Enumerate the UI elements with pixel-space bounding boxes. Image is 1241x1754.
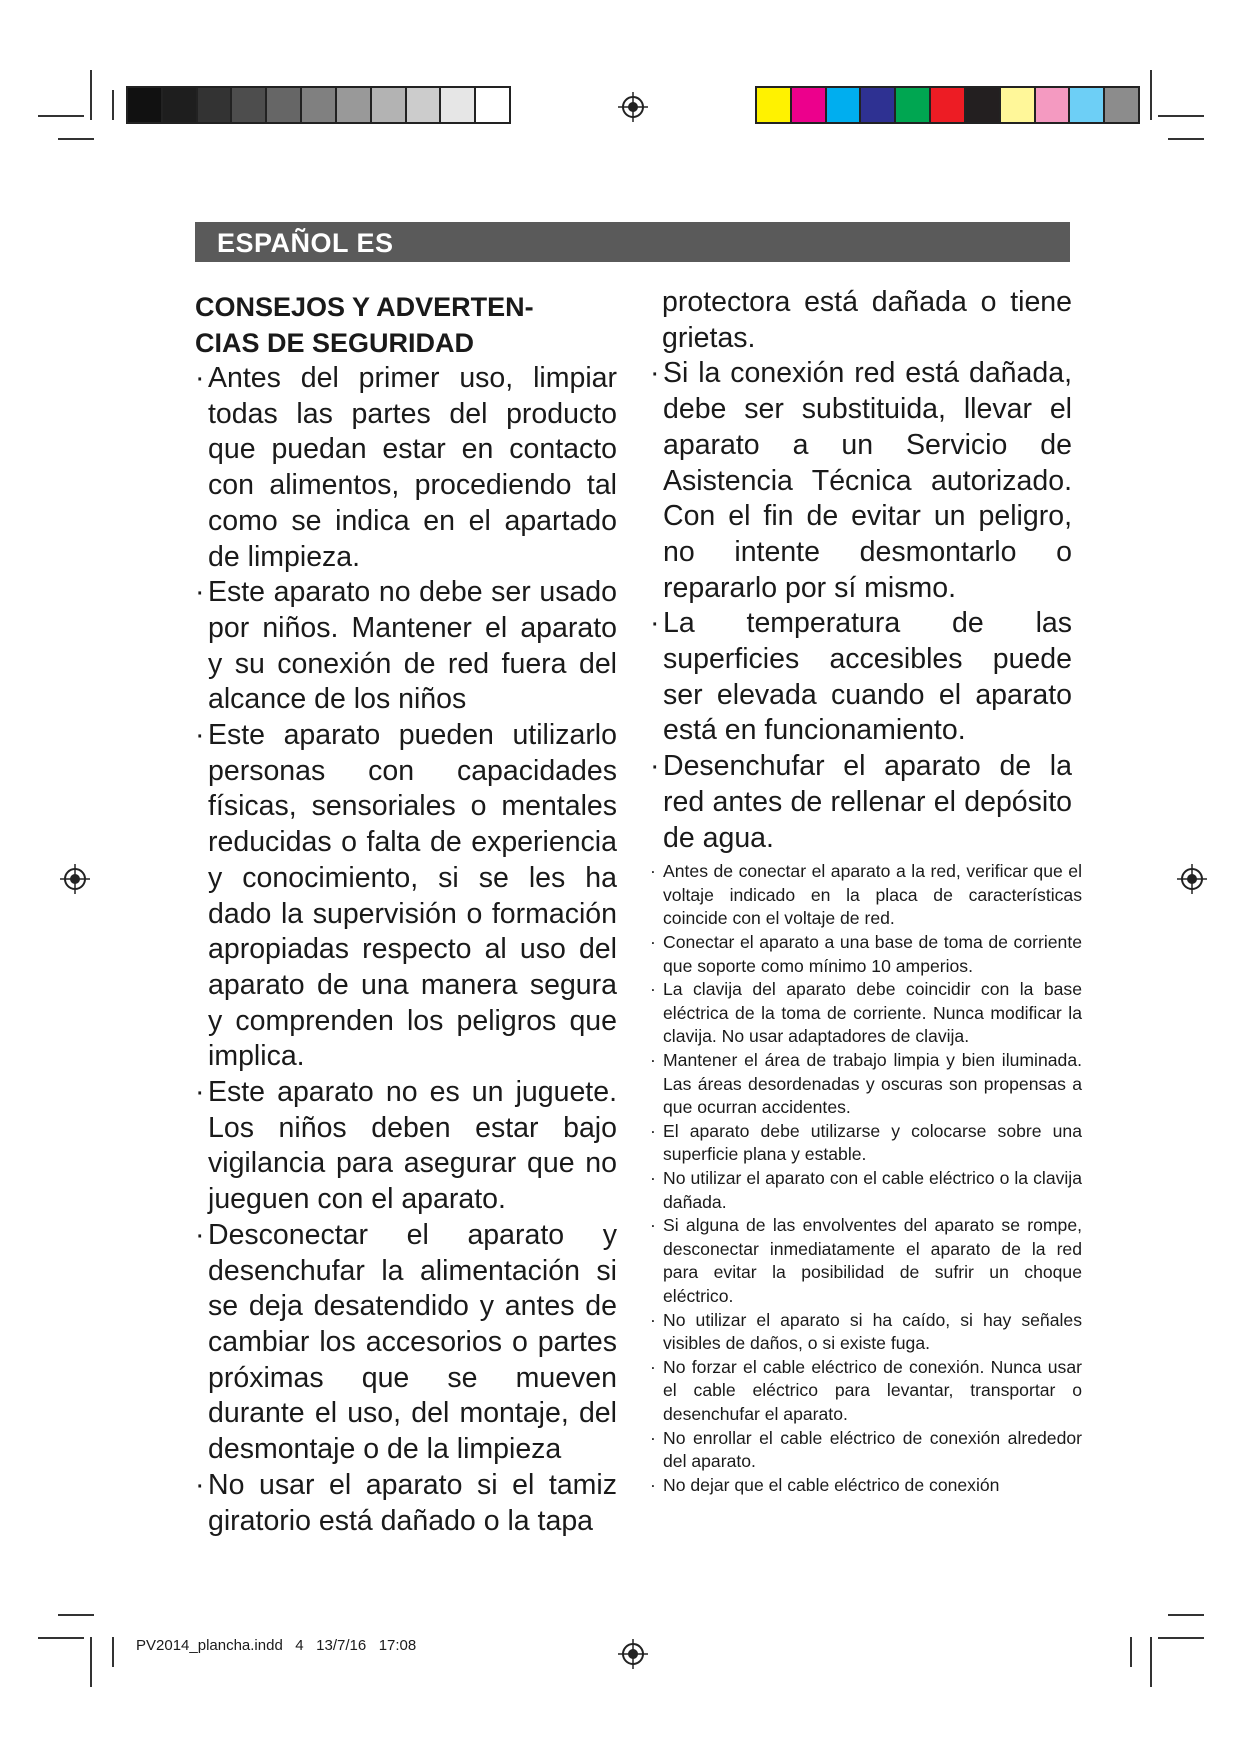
bullet-icon: · <box>650 1356 656 1377</box>
bullet-icon: · <box>650 750 660 783</box>
bullet-icon: · <box>195 1468 205 1501</box>
left-column <box>195 285 617 1539</box>
list-item-text: No usar el aparato si el tamiz giratorio está dañado o la tapa <box>208 1468 617 1537</box>
calibration-swatch <box>931 88 966 122</box>
bullet-icon: · <box>650 1215 656 1236</box>
list-item <box>650 356 1072 606</box>
list-item <box>650 978 1082 1049</box>
calibration-swatch <box>757 88 792 122</box>
bullet-icon: · <box>650 357 660 390</box>
crop-mark <box>58 138 94 140</box>
registration-mark-icon <box>60 864 90 894</box>
registration-mark-icon <box>1177 864 1207 894</box>
list-item-text: No dejar que el cable eléctrico de conexión <box>663 1474 1000 1495</box>
crop-mark <box>1158 1637 1204 1639</box>
list-item-text: El aparato debe utilizarse y colocarse sobre una superficie plana y estable. <box>663 1120 1082 1165</box>
list-item-text: Desconectar el aparato y desenchufar la alimentación si se deja desatendido y antes de cambiar los accesorios o partes próximas que se mueven durante el uso, del montaje, del desmontaje o de la limpieza <box>208 1218 617 1466</box>
bullet-icon: · <box>195 719 205 752</box>
calibration-swatch <box>896 88 931 122</box>
calibration-swatch <box>792 88 827 122</box>
bullet-icon: · <box>650 979 656 1000</box>
bullet-icon: · <box>195 1076 205 1109</box>
calibration-swatch <box>1070 88 1105 122</box>
grayscale-calibration-bar <box>126 86 511 124</box>
list-item-text: Antes del primer uso, limpiar todas las partes del producto que puedan estar en contacto con alimentos, procediendo tal como se indica en el apartado de limpieza. <box>208 362 617 573</box>
crop-mark <box>58 1614 94 1616</box>
list-item-text: Conectar el aparato a una base de toma de corriente que soporte como mínimo 10 amperios. <box>663 932 1082 976</box>
list-item-text: Antes de conectar el aparato a la red, verificar que el voltaje indicado en la placa de características coincide con el voltaje de red. <box>663 861 1082 929</box>
list-item <box>195 1075 617 1218</box>
calibration-swatch <box>372 88 407 122</box>
list-item-text: Este aparato no debe ser usado por niños. Mantener el aparato y su conexión de red fuera del alcance de los niños <box>208 576 617 716</box>
crop-mark <box>90 70 92 120</box>
list-item <box>650 1474 1082 1498</box>
language-header: ESPAÑOL ES <box>195 222 1070 262</box>
crop-mark <box>90 1637 92 1687</box>
color-calibration-bar <box>755 86 1140 124</box>
list-item <box>650 606 1072 749</box>
list-item <box>650 931 1082 978</box>
crop-mark <box>112 1637 114 1667</box>
list-item-text: Si alguna de las envolventes del aparato se rompe, desconectar inmediatamente el aparato de la red para evitar la posibilidad de sufrir un choque eléctrico. <box>663 1215 1082 1306</box>
list-item-text: No forzar el cable eléctrico de conexión. Nunca usar el cable eléctrico para levantar, transportar o desenchufar el aparato. <box>663 1356 1082 1424</box>
list-item-text: La clavija del aparato debe coincidir con la base eléctrica de la toma de corriente. Nunca modificar la clavija. No usar adaptadores de clavija. <box>663 979 1082 1047</box>
list-item-text: Desenchufar el aparato de la red antes de rellenar el depósito de agua. <box>663 750 1072 854</box>
bullet-icon: · <box>650 861 656 882</box>
right-column <box>650 285 1082 1497</box>
list-item <box>195 575 617 718</box>
list-item <box>195 1468 617 1539</box>
safety-list <box>195 361 617 1539</box>
calibration-swatch <box>827 88 862 122</box>
list-item <box>195 361 617 575</box>
calibration-swatch <box>267 88 302 122</box>
list-item-text: No utilizar el aparato con el cable eléctrico o la clavija dañada. <box>663 1167 1082 1212</box>
section-title-line: CONSEJOS Y ADVERTEN- <box>195 292 534 322</box>
calibration-swatch <box>1001 88 1036 122</box>
list-item-text: Mantener el área de trabajo limpia y bien iluminada. Las áreas desordenadas y oscuras son propensas a que ocurran accidentes. <box>663 1050 1082 1118</box>
crop-mark <box>1130 1637 1132 1667</box>
list-item <box>650 749 1072 856</box>
crop-mark <box>112 90 114 120</box>
bullet-icon: · <box>650 1120 656 1141</box>
crop-mark <box>38 1637 84 1639</box>
bullet-icon: · <box>650 1309 656 1330</box>
bullet-icon: · <box>650 1050 656 1070</box>
bullet-icon: · <box>650 932 656 953</box>
calibration-swatch <box>1105 88 1138 122</box>
list-item <box>650 1049 1082 1120</box>
list-item-text: No utilizar el aparato si ha caído, si hay señales visibles de daños, o si existe fuga. <box>663 1309 1082 1354</box>
calibration-swatch <box>441 88 476 122</box>
registration-mark-icon <box>618 1639 648 1669</box>
list-item <box>650 860 1082 931</box>
calibration-swatch <box>861 88 896 122</box>
crop-mark <box>1158 115 1204 117</box>
calibration-swatch <box>198 88 233 122</box>
list-item-text: Este aparato no es un juguete. Los niños deben estar bajo vigilancia para asegurar que no jueguen con el aparato. <box>208 1076 617 1216</box>
list-item <box>650 1427 1082 1474</box>
continued-text: protectora está dañada o tiene grietas. <box>662 286 1072 354</box>
calibration-swatch <box>337 88 372 122</box>
calibration-swatch <box>407 88 442 122</box>
bullet-icon: · <box>650 1427 656 1448</box>
list-item-text: Si la conexión red está dañada, debe ser substituida, llevar el aparato a un Servicio de Asistencia Técnica autorizado. Con el fin de evitar un peligro, no intente desmontarlo o repararlo por sí mismo. <box>663 357 1072 604</box>
list-item <box>650 1167 1082 1214</box>
crop-mark <box>1150 1637 1152 1687</box>
safety-list <box>650 356 1072 856</box>
list-item <box>195 1218 617 1468</box>
list-item <box>650 1214 1082 1308</box>
crop-mark <box>38 115 84 117</box>
list-item <box>650 1120 1082 1167</box>
bullet-icon: · <box>195 362 205 394</box>
list-item-text: Este aparato pueden utilizarlo personas con capacidades físicas, sensoriales o mentales reducidas o falta de experiencia y conocimiento, si se les ha dado la supervisión o formación apropiadas respecto al uso del aparato de una manera segura y comprenden los peligros que implica. <box>208 719 617 1073</box>
safety-list-small <box>650 860 1082 1497</box>
crop-mark <box>1168 138 1204 140</box>
bullet-icon: · <box>650 1167 656 1188</box>
list-item-text: La temperatura de las superficies accesibles puede ser elevada cuando el aparato está en funcionamiento. <box>663 607 1072 747</box>
calibration-swatch <box>128 88 163 122</box>
print-slug: PV2014_plancha.indd 4 13/7/16 17:08 <box>136 1637 417 1654</box>
registration-mark-icon <box>618 92 648 122</box>
list-item-text: No enrollar el cable eléctrico de conexión alrededor del aparato. <box>663 1427 1082 1472</box>
calibration-swatch <box>163 88 198 122</box>
list-item <box>195 718 617 1075</box>
calibration-swatch <box>476 88 509 122</box>
bullet-icon: · <box>195 576 205 609</box>
calibration-swatch <box>232 88 267 122</box>
calibration-swatch <box>1036 88 1071 122</box>
section-title <box>195 289 617 361</box>
bullet-icon: · <box>650 607 660 640</box>
crop-mark <box>1150 70 1152 120</box>
bullet-icon: · <box>650 1474 656 1495</box>
crop-mark <box>1168 1614 1204 1616</box>
section-title-line: CIAS DE SEGURIDAD <box>195 328 475 358</box>
calibration-swatch <box>302 88 337 122</box>
list-item <box>650 1356 1082 1427</box>
calibration-swatch <box>966 88 1001 122</box>
bullet-icon: · <box>195 1218 205 1251</box>
list-item <box>650 1309 1082 1356</box>
